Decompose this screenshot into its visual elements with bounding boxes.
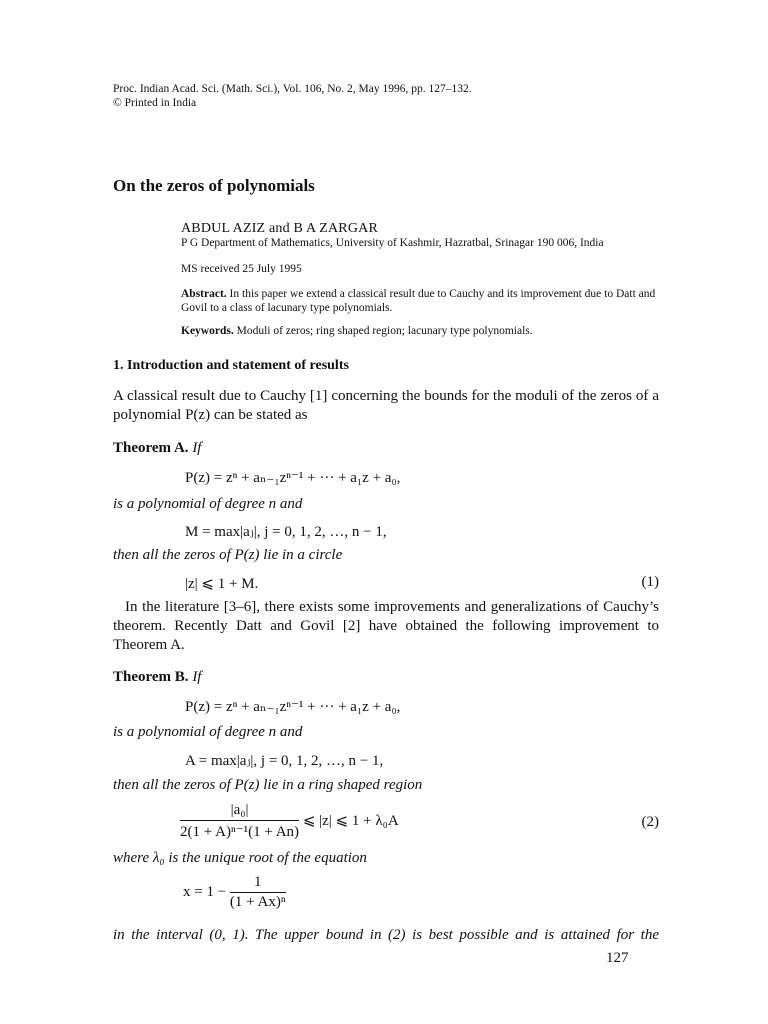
theorem-b-polynomial: P(z) = zⁿ + aₙ₋₁zⁿ⁻¹ + ··· + a₁z + a₀,: [185, 699, 401, 715]
equation-number-2: (2): [641, 814, 659, 830]
theorem-b-max-equation: A = max|aⱼ|, j = 0, 1, 2, …, n − 1,: [185, 753, 384, 769]
page-number: 127: [606, 950, 629, 966]
theorem-b-conclusion: then all the zeros of P(z) lie in a ring shaped region: [113, 777, 423, 793]
theorem-a-circle-bound: |z| ⩽ 1 + M.: [185, 576, 259, 592]
theorem-a-label: Theorem A.: [113, 440, 189, 456]
lambda-fraction-numerator: 1: [230, 874, 286, 893]
abstract: [181, 287, 659, 315]
affiliation: P G Department of Mathematics, University of Kashmir, Hazratbal, Srinagar 190 006, India: [181, 237, 604, 249]
theorem-a-if: If: [192, 440, 202, 456]
theorem-b-label: Theorem B.: [113, 669, 189, 685]
keywords: [181, 324, 659, 338]
intro-paragraph: A classical result due to Cauchy [1] concerning the bounds for the moduli of the zeros of a polynomial P(z) can be stated as: [113, 388, 659, 423]
ring-bound-rest: ⩽ |z| ⩽ 1 + λ₀A: [302, 812, 399, 829]
theorem-b-where: where λ₀ is the unique root of the equation: [113, 850, 367, 866]
ring-fraction-numerator: |a₀|: [180, 802, 299, 821]
theorem-a-max-equation: M = max|aⱼ|, j = 0, 1, 2, …, n − 1,: [185, 524, 387, 540]
paper-title: On the zeros of polynomials: [113, 176, 315, 195]
theorem-a-polynomial: P(z) = zⁿ + aₙ₋₁zⁿ⁻¹ + ··· + a₁z + a₀,: [185, 470, 401, 486]
received-date: MS received 25 July 1995: [181, 263, 302, 275]
ring-fraction: [180, 802, 299, 841]
theorem-b-tail: in the interval (0, 1). The upper bound in (2) is best possible and is attained for the: [113, 927, 659, 943]
lambda-fraction: [230, 874, 286, 911]
abstract-text: In this paper we extend a classical result due to Cauchy and its improvement due to Datt and Govil to a class of lacunary type polynomials.: [181, 288, 656, 314]
theorem-b-if: If: [192, 669, 202, 685]
theorem-a-degree: is a polynomial of degree n and: [113, 496, 303, 512]
theorem-b-heading: [113, 669, 201, 686]
lambda-equation: [183, 874, 286, 911]
theorem-a-conclusion: then all the zeros of P(z) lie in a circle: [113, 547, 343, 563]
keywords-label: Keywords.: [181, 325, 234, 337]
literature-paragraph: In the literature [3–6], there exists some improvements and generalizations of Cauchy’s theorem. Recently Datt and Govil [2] have obtained the following improvement to Theorem A.: [113, 599, 659, 653]
ring-fraction-denominator: 2(1 + A)ⁿ⁻¹(1 + An): [180, 824, 300, 840]
abstract-label: Abstract.: [181, 288, 227, 300]
journal-citation: Proc. Indian Acad. Sci. (Math. Sci.), Vol. 106, No. 2, May 1996, pp. 127–132.: [113, 83, 472, 95]
lambda-fraction-denominator: (1 + Ax)ⁿ: [229, 894, 286, 910]
theorem-b-ring-inequality: [180, 802, 399, 841]
equation-number-1: (1): [641, 574, 659, 590]
theorem-a-heading: [113, 440, 201, 457]
theorem-b-degree: is a polynomial of degree n and: [113, 724, 303, 740]
copyright-line: © Printed in India: [113, 97, 197, 109]
keywords-text: Moduli of zeros; ring shaped region; lacunary type polynomials.: [236, 325, 533, 337]
section-heading: 1. Introduction and statement of results: [113, 358, 349, 373]
lambda-equation-lhs: x = 1 −: [183, 883, 227, 900]
authors: ABDUL AZIZ and B A ZARGAR: [181, 221, 378, 236]
